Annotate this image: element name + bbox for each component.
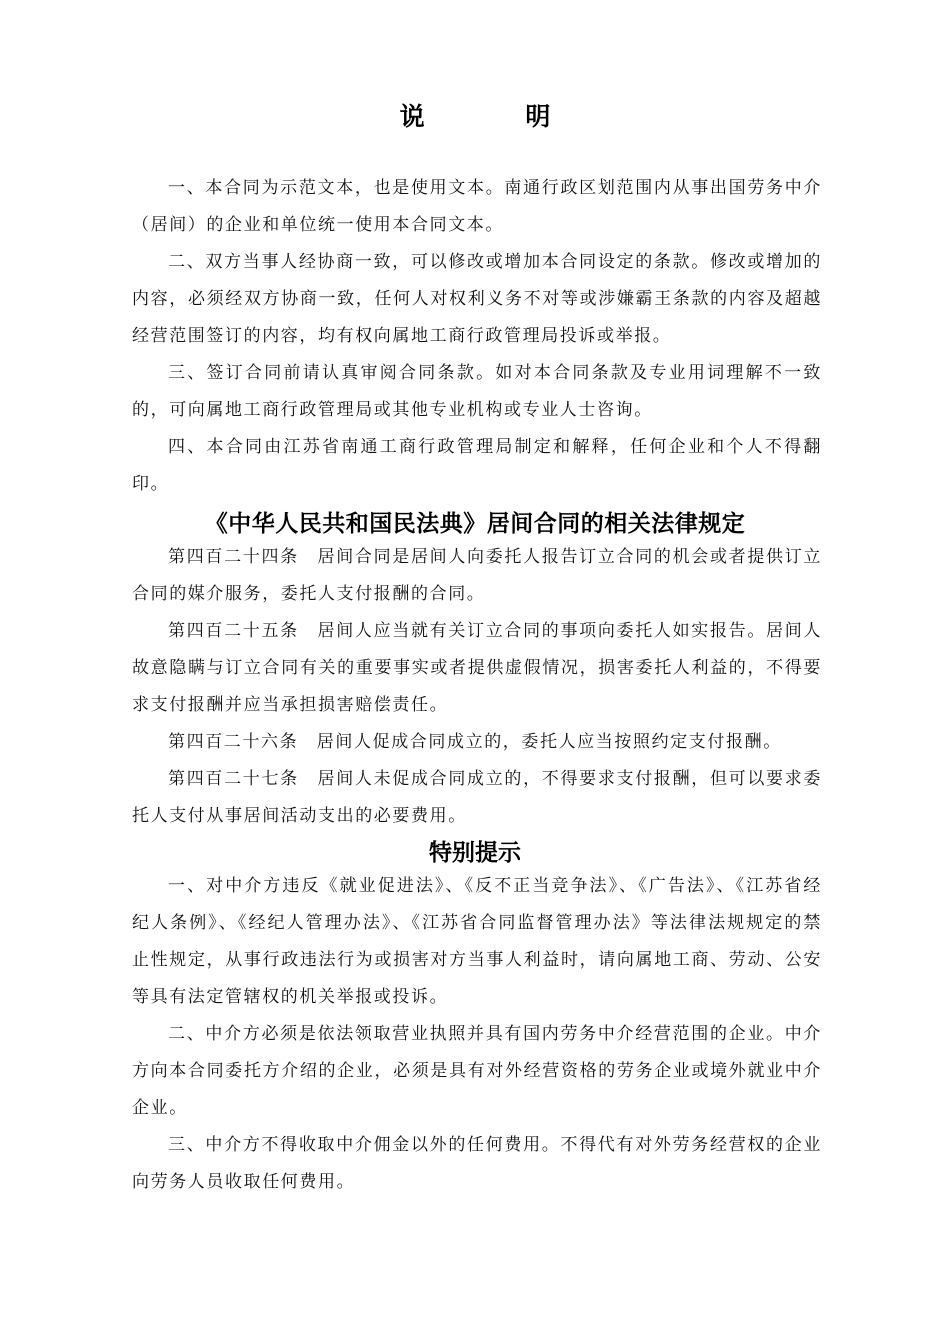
page-title: 说 明 (399, 102, 597, 131)
law-article: 第四百二十四条 居间合同是居间人向委托人报告订立合同的机会或者提供订立合同的媒介服务，委托人支付报酬的合同。 (132, 547, 822, 604)
note-paragraph: 四、本合同由江苏省南通工商行政管理局制定和解释，任何企业和个人不得翻印。 (132, 437, 822, 494)
law-section-title: 《中华人民共和国民法典》居间合同的相关法律规定 (204, 511, 746, 537)
note-paragraph: 一、本合同为示范文本，也是使用文本。南通行政区划范围内从事出国劳务中介（居间）的企业和单位统一使用本合同文本。 (132, 178, 822, 235)
law-articles-section (132, 539, 822, 835)
notes-section (132, 170, 822, 503)
tips-section-title: 特别提示 (429, 840, 521, 866)
note-paragraph: 二、双方当事人经协商一致，可以修改或增加本合同设定的条款。修改或增加的内容，必须经双方协商一致，任何人对权利义务不对等或涉嫌霸王条款的内容及超越经营范围签订的内容，均有权向属地工商行政管理局投诉或举报。 (132, 252, 822, 346)
law-article: 第四百二十七条 居间人未促成合同成立的，不得要求支付报酬，但可以要求委托人支付从事居间活动支出的必要费用。 (132, 769, 822, 826)
law-article: 第四百二十六条 居间人促成合同成立的，委托人应当按照约定支付报酬。 (168, 732, 782, 752)
tip-paragraph: 一、对中介方违反《就业促进法》、《反不正当竞争法》、《广告法》、《江苏省经纪人条例》、《经纪人管理办法》、《江苏省合同监督管理办法》等法律法规规定的禁止性规定，从事行政违法行为或损害对方当事人利益时，请向属地工商、劳动、公安等具有法定管辖权的机关举报或投诉。 (132, 876, 822, 1007)
tips-section (132, 868, 822, 1201)
tip-paragraph: 三、中介方不得收取中介佣金以外的任何费用。不得代有对外劳务经营权的企业向劳务人员收取任何费用。 (132, 1135, 822, 1192)
tip-paragraph: 二、中介方必须是依法领取营业执照并具有国内劳务中介经营范围的企业。中介方向本合同委托方介绍的企业，必须是具有对外经营资格的劳务企业或境外就业中介企业。 (132, 1024, 822, 1118)
law-article: 第四百二十五条 居间人应当就有关订立合同的事项向委托人如实报告。居间人故意隐瞒与订立合同有关的重要事实或者提供虚假情况，损害委托人利益的，不得要求支付报酬并应当承担损害赔偿责任。 (132, 621, 822, 715)
note-paragraph: 三、签订合同前请认真审阅合同条款。如对本合同条款及专业用词理解不一致的，可向属地工商行政管理局或其他专业机构或专业人士咨询。 (132, 363, 822, 420)
